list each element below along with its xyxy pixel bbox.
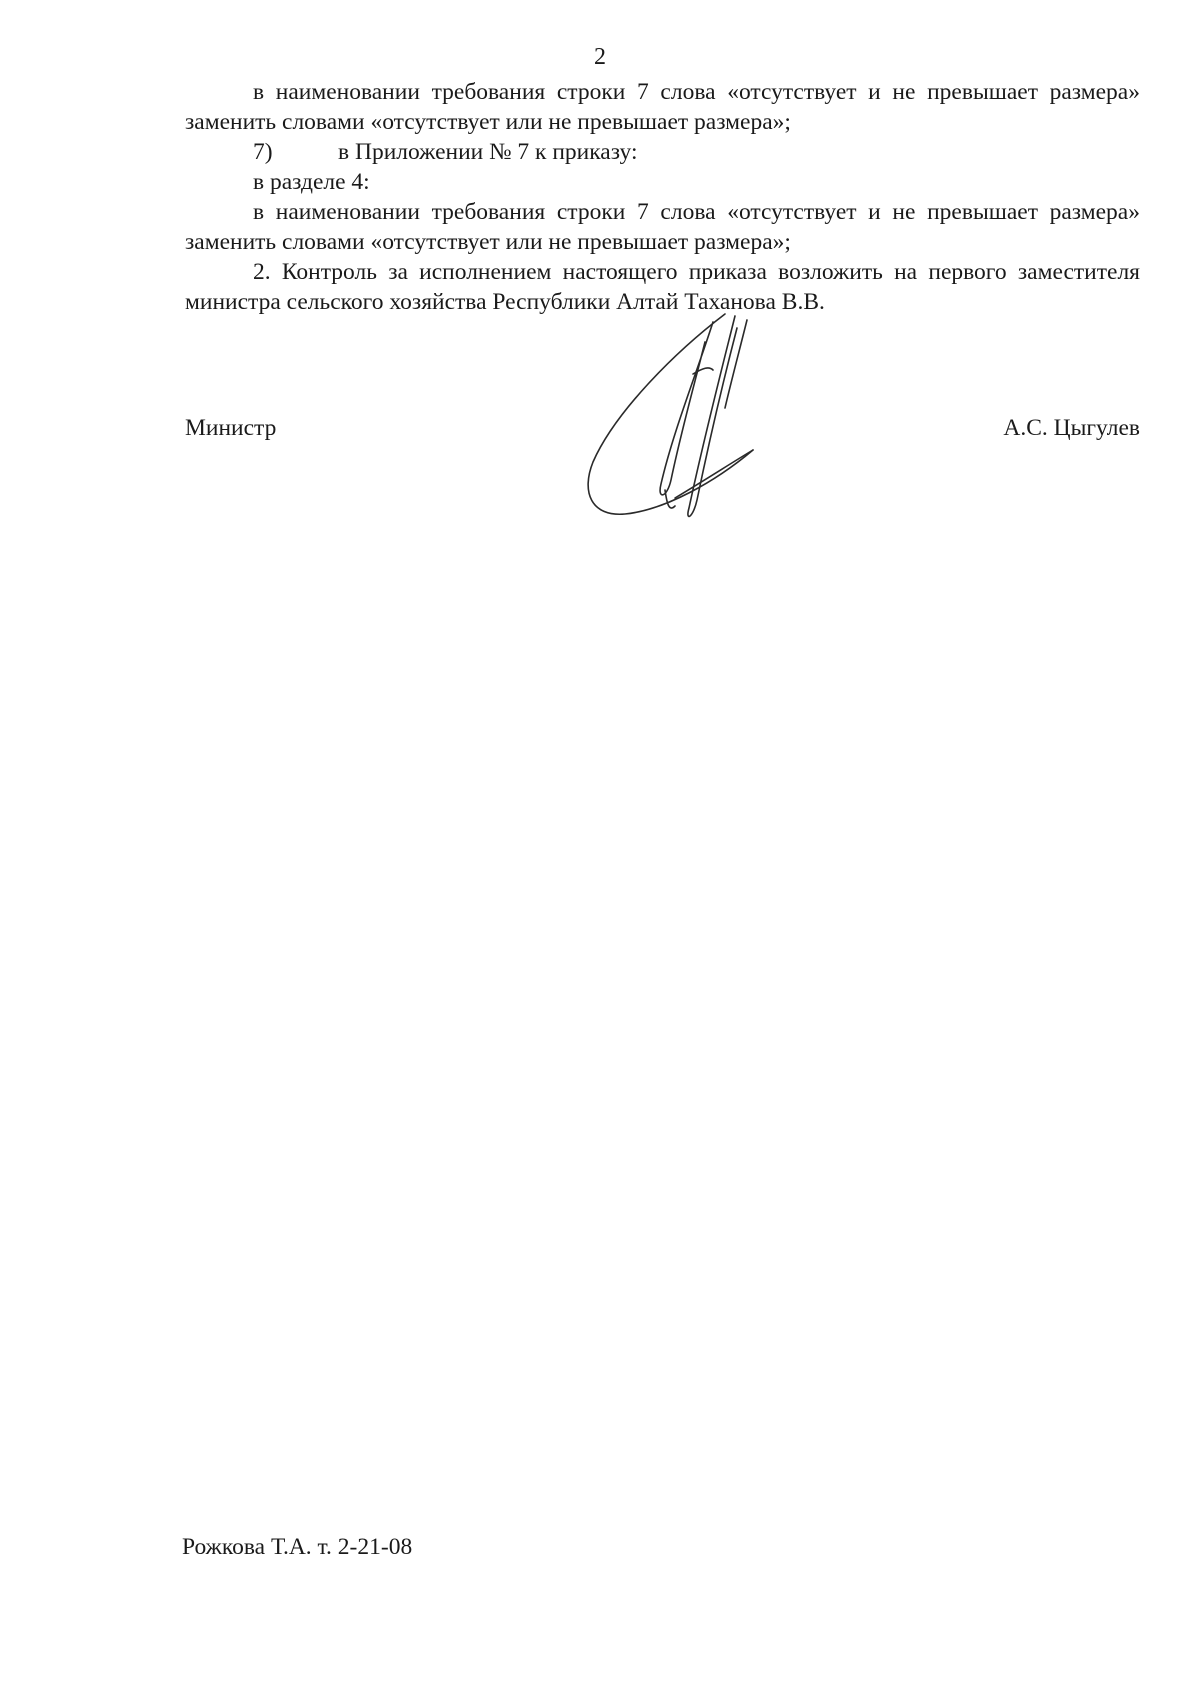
handwritten-signature-icon xyxy=(585,312,825,552)
document-body xyxy=(185,77,1140,317)
signatory-title: Министр xyxy=(185,415,277,441)
paragraph-1: в наименовании требования строки 7 слова «отсутствует и не превышает размера» заменить словами «отсутствует или не превышает размера»; xyxy=(185,79,1140,135)
list-item-7 xyxy=(185,137,1140,167)
list-item-number: 7) xyxy=(253,139,273,165)
list-item-text: в Приложении № 7 к приказу: xyxy=(338,139,638,165)
page-number: 2 xyxy=(594,44,606,70)
paragraph-2: в наименовании требования строки 7 слова «отсутствует и не превышает размера» заменить словами «отсутствует или не превышает размера»; xyxy=(185,199,1140,255)
executor-contact: Рожкова Т.А. т. 2-21-08 xyxy=(182,1534,413,1560)
signatory-name: А.С. Цыгулев xyxy=(1003,415,1140,441)
paragraph-control: 2. Контроль за исполнением настоящего приказа возложить на первого заместителя министра сельского хозяйства Республики Алтай Таханова В.В. xyxy=(185,259,1140,315)
paragraph-section-4: в разделе 4: xyxy=(253,169,370,195)
